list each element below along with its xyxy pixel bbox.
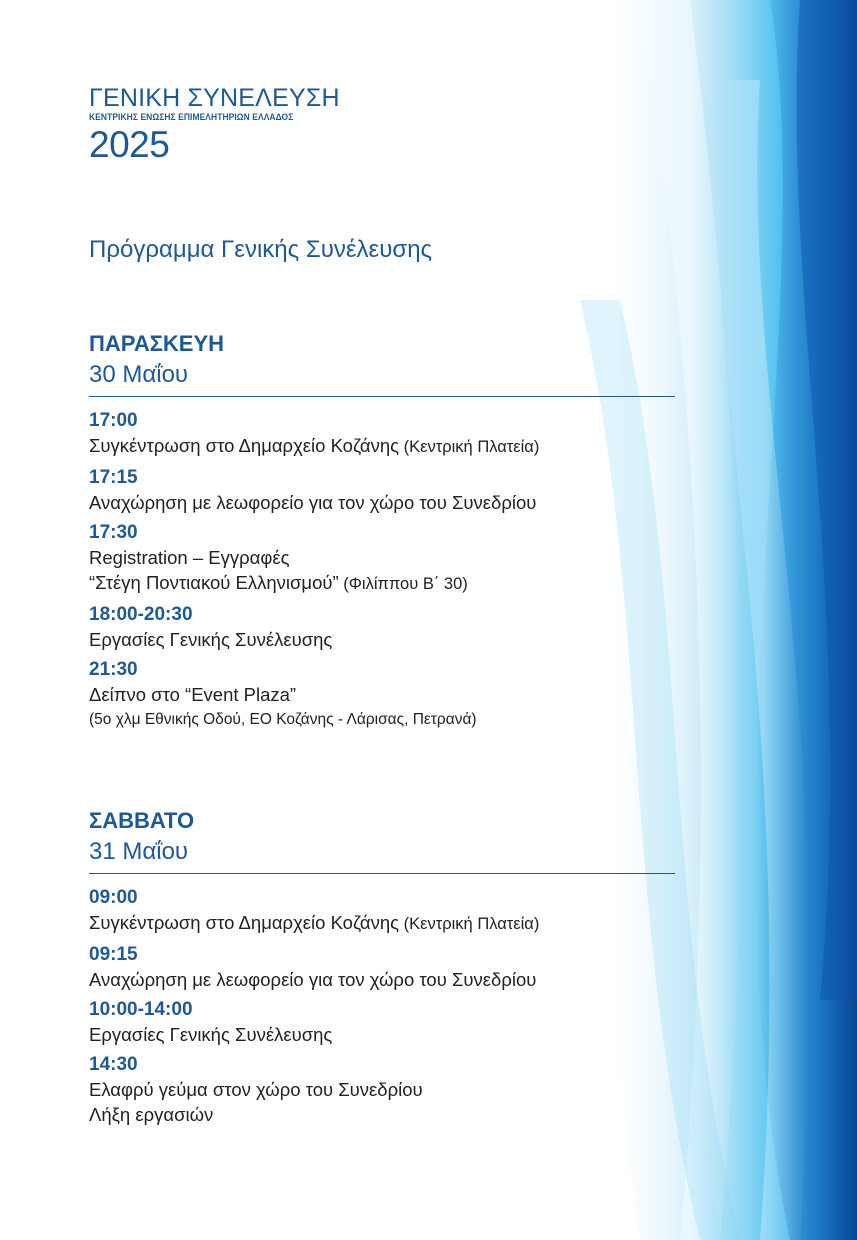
schedule-item <box>89 943 675 992</box>
event-time: 18:00-20:30 <box>89 604 193 625</box>
divider <box>89 873 675 874</box>
event-text: Συγκέντρωση στο Δημαρχείο Κοζάνης <box>89 435 400 456</box>
schedule-item <box>89 466 675 515</box>
event-time: 14:30 <box>89 1054 138 1075</box>
event-time: 09:00 <box>89 887 138 908</box>
schedule-item <box>89 603 675 652</box>
event-text: Εργασίες Γενικής Συνέλευσης <box>89 629 333 650</box>
event-description <box>89 627 675 652</box>
event-description <box>89 1022 675 1047</box>
event-time: 10:00-14:00 <box>89 999 193 1020</box>
event-text: Ελαφρύ γεύμα στον χώρο του Συνεδρίου <box>89 1079 423 1100</box>
logo-subtitle: ΚΕΝΤΡΙΚΗΣ ΕΝΩΣΗΣ ΕΠΙΜΕΛΗΤΗΡΙΩΝ ΕΛΛΑΔΟΣ <box>89 112 294 123</box>
event-description <box>89 967 675 992</box>
event-note: (Φιλίππου Β΄ 30) <box>338 575 468 593</box>
day-name: ΣΑΒΒΑΤΟ <box>89 808 195 833</box>
schedule-item <box>89 886 675 937</box>
day-date: 31 Μαΐου <box>89 838 189 865</box>
event-text: Αναχώρηση με λεωφορείο για τον χώρο του Συνεδρίου <box>89 492 537 513</box>
event-description <box>89 1102 675 1127</box>
event-text: Συγκέντρωση στο Δημαρχείο Κοζάνης <box>89 912 400 933</box>
event-time: 17:30 <box>89 522 138 543</box>
logo-year: 2025 <box>89 124 170 165</box>
schedule-item <box>89 998 675 1047</box>
event-note: (Κεντρική Πλατεία) <box>399 915 540 933</box>
schedule-item <box>89 521 675 597</box>
logo-title: ΓΕΝΙΚΗ ΣΥΝΕΛΕΥΣΗ <box>89 84 340 112</box>
event-description <box>89 910 675 937</box>
schedule-item <box>89 409 675 460</box>
event-description <box>89 570 675 597</box>
event-address-note: (5ο χλμ Εθνικής Οδού, ΕΟ Κοζάνης - Λάρισας, Πετρανά) <box>89 711 477 728</box>
event-description <box>89 1077 675 1102</box>
event-note: (Κεντρική Πλατεία) <box>399 438 540 456</box>
event-text: Λήξη εργασιών <box>89 1104 214 1125</box>
event-text: Εργασίες Γενικής Συνέλευσης <box>89 1024 333 1045</box>
event-text: Αναχώρηση με λεωφορείο για τον χώρο του Συνεδρίου <box>89 969 537 990</box>
event-description <box>89 490 675 515</box>
day-name: ΠΑΡΑΣΚΕΥΗ <box>89 331 225 356</box>
schedule-item <box>89 658 675 733</box>
event-text: Registration – Εγγραφές <box>89 547 290 568</box>
page-title: Πρόγραμμα Γενικής Συνέλευσης <box>89 236 433 263</box>
event-description <box>89 545 675 570</box>
schedule-item <box>89 1053 675 1127</box>
event-description <box>89 433 675 460</box>
divider <box>89 396 675 397</box>
event-time: 09:15 <box>89 944 138 965</box>
event-time: 17:00 <box>89 410 138 431</box>
event-time: 21:30 <box>89 659 138 680</box>
day-block-friday <box>89 330 675 739</box>
event-text: Δείπνο στο “Event Plaza” <box>89 684 297 705</box>
event-description <box>89 682 675 707</box>
event-time: 17:15 <box>89 467 138 488</box>
day-block-saturday <box>89 807 675 1133</box>
day-date: 30 Μαΐου <box>89 361 189 388</box>
event-text: “Στέγη Ποντιακού Ελληνισμού” <box>89 572 339 593</box>
